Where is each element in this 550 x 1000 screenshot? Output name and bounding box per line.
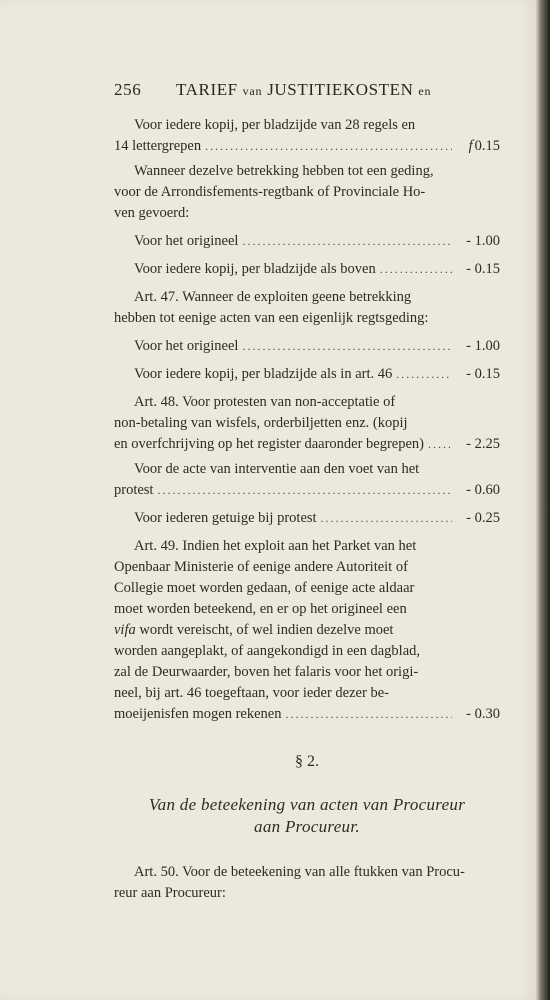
page-body <box>114 115 500 904</box>
text-line: Collegie moet worden gedaan, of eenige acte aldaar <box>114 580 415 596</box>
text-line: Voor de acte van interventie aan den voet van het <box>134 461 420 477</box>
page-number: 256 <box>114 80 142 99</box>
page-edge-shadow <box>536 0 550 1000</box>
text-line: moet worden beteekend, en er op het origineel een <box>114 601 407 617</box>
tariff-row: Voor het origineel ..... - 1.00 <box>114 231 500 252</box>
tariff-row: en overfchrijving op het register daaronder begrepen) ..... - 2.25 <box>114 434 500 455</box>
text-line: reur aan Procureur: <box>114 885 226 901</box>
text-line: Openbaar Ministerie of eenige andere Autoriteit of <box>114 559 408 575</box>
running-title: TARIEF van JUSTITIEKOSTEN en <box>176 80 432 99</box>
text-line: neel, bij art. 46 toegeftaan, voor ieder dezer be- <box>114 685 389 701</box>
text-line: worden aangeplakt, of aangekondigd in een dagblad, <box>114 643 421 659</box>
text-line: ven gevoerd: <box>114 205 190 221</box>
text-line: voor de Arrondisfements-regtbank of Provinciale Ho- <box>114 184 426 200</box>
tariff-row: Voor iederen getuige bij protest ..... - 0.25 <box>114 508 500 529</box>
leader-dots <box>242 231 452 252</box>
leader-dots <box>380 259 452 280</box>
tariff-amount: f 0.15 <box>468 138 500 154</box>
tariff-row: moeijenisfen mogen rekenen ..... - 0.30 <box>114 704 500 725</box>
leader-dots <box>396 364 452 385</box>
text-line: non-betaling van wisfels, orderbiljetten enz. (kopij <box>114 415 408 431</box>
text-line: Art. 47. Wanneer de exploiten geene betrekking <box>134 289 412 305</box>
leader-dots <box>428 434 452 455</box>
visa-word: vifa <box>114 622 136 638</box>
text-line: hebben tot eenige acten van een eigenlijk regtsgeding: <box>114 310 429 326</box>
tariff-row: Voor iedere kopij, per bladzijde als boven ..... - 0.15 <box>114 259 500 280</box>
leader-dots <box>205 136 452 157</box>
text-line: vifa wordt vereischt, of wel indien dezelve moet <box>114 622 394 638</box>
text-line: Voor iedere kopij, per bladzijde van 28 regels en <box>134 117 416 133</box>
section-title: Van de beteekening van acten van Procureur aan Procureur. <box>148 795 466 836</box>
section-mark: § 2. <box>295 753 319 770</box>
text-line: Wanneer dezelve betrekking hebben tot een geding, <box>134 163 434 179</box>
leader-dots <box>286 704 453 725</box>
text-line: Art. 50. Voor de beteekening van alle ftukken van Procu- <box>134 864 465 880</box>
leader-dots <box>242 336 452 357</box>
tariff-row: Voor iedere kopij, per bladzijde als in art. 46 ..... - 0.15 <box>114 364 500 385</box>
leader-dots <box>321 508 452 529</box>
text-line: Art. 49. Indien het exploit aan het Parket van het <box>134 538 417 554</box>
tariff-row: protest ..... - 0.60 <box>114 480 500 501</box>
leader-dots <box>157 480 452 501</box>
text-line: zal de Deurwaarder, boven het falaris voor het origi- <box>114 664 419 680</box>
running-header <box>114 80 464 104</box>
text-line: Art. 48. Voor protesten van non-acceptatie of <box>134 394 396 410</box>
tariff-row: Voor het origineel ..... - 1.00 <box>114 336 500 357</box>
tariff-row: 14 lettergrepen ..... f 0.15 <box>114 136 500 157</box>
